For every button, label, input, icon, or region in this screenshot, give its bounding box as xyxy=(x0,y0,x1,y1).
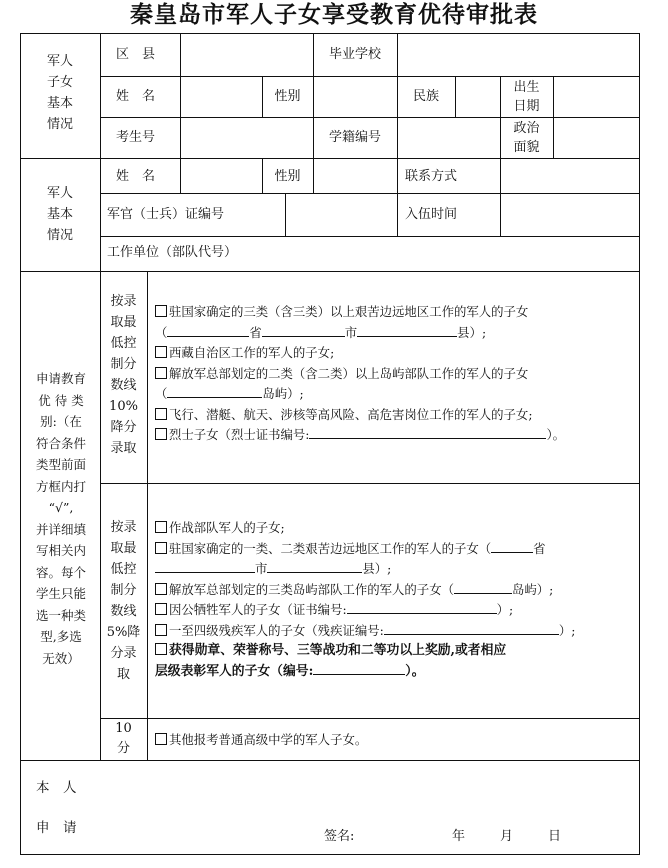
row-line xyxy=(100,483,640,484)
martyr-close: ）。 xyxy=(546,427,566,442)
county-blank[interactable] xyxy=(357,324,457,337)
option-duty-sacrifice: 因公牺牲军人的子女（证书编号: xyxy=(169,602,347,617)
checkbox-duty-sacrifice[interactable] xyxy=(155,603,167,615)
ethnicity-field[interactable] xyxy=(456,77,500,117)
category-10pts-items xyxy=(155,730,367,751)
child-section-heading: 军人 子女 基本 情况 xyxy=(46,54,73,132)
city-label: 市 xyxy=(255,561,268,576)
work-unit-field[interactable] xyxy=(270,237,639,271)
soldier-gender-field[interactable] xyxy=(314,159,397,193)
county-label: 县）; xyxy=(457,324,487,340)
political-status-field[interactable] xyxy=(554,118,639,158)
checkbox-martyr[interactable] xyxy=(155,428,167,440)
checkbox-tibet[interactable] xyxy=(155,346,167,358)
enlist-date-label: 入伍时间 xyxy=(405,207,458,222)
student-number-label: 学籍编号 xyxy=(328,130,381,145)
checkbox-island-2[interactable] xyxy=(155,367,167,379)
island-label: 岛屿）; xyxy=(511,581,554,597)
table-border-left xyxy=(20,33,21,855)
col-line xyxy=(397,158,398,236)
soldier-section-heading: 军人 基本 情况 xyxy=(46,186,73,243)
checkbox-remote-area-3[interactable] xyxy=(155,305,167,317)
province-blank[interactable] xyxy=(167,324,249,337)
category-5pct-items xyxy=(155,518,575,682)
island-blank[interactable] xyxy=(454,581,512,594)
political-status-label: 政治 面貌 xyxy=(513,121,540,155)
application-heading: 申请教育 优 待 类 别:（在 符合条件 类型前面 方框内打 “√”, 并详细填 写相关内 容。每个 学生只能 选一种类 型,多选 无效） xyxy=(35,371,86,666)
option-high-risk: 飞行、潜艇、航天、涉核等高风险、高危害岗位工作的军人的子女; xyxy=(169,406,533,422)
ethnicity-label: 民族 xyxy=(412,89,439,104)
honors-number-label: 层级表彰军人的子女（编号: xyxy=(155,663,314,679)
checkbox-honors[interactable] xyxy=(155,643,167,655)
option-island-2: 解放军总部划定的二类（含二类）以上岛屿部队工作的军人的子女 xyxy=(169,365,529,381)
city-blank[interactable] xyxy=(262,324,345,337)
work-unit-label: 工作单位（部队代号） xyxy=(107,245,238,260)
category-5pct-label: 按录 取最 低控 制分 数线 5%降 分录 取 xyxy=(106,520,141,682)
option-other: 其他报考普通高级中学的军人子女。 xyxy=(169,732,368,747)
checkbox-combat-unit[interactable] xyxy=(155,521,167,533)
paren-open: （ xyxy=(155,324,168,340)
province-blank[interactable] xyxy=(491,540,533,553)
disability-close: ）; xyxy=(558,622,576,638)
signature-label: 签名: xyxy=(324,829,355,844)
honors-number-blank[interactable] xyxy=(313,662,405,675)
province-label: 省 xyxy=(533,540,546,556)
martyr-cert-blank[interactable] xyxy=(309,426,546,439)
sacrifice-cert-blank[interactable] xyxy=(347,601,497,614)
child-name-field[interactable] xyxy=(181,77,261,117)
option-remote-area-1-2: 驻国家确定的一类、二类艰苦边远地区工作的军人的子女（ xyxy=(169,540,492,556)
child-name-label: 姓 名 xyxy=(116,89,156,104)
birth-date-field[interactable] xyxy=(554,77,639,117)
self-application-field[interactable] xyxy=(101,761,639,827)
option-disabled-soldier: 一至四级残疾军人的子女（残疾证编号: xyxy=(169,622,384,638)
city-label: 市 xyxy=(344,324,358,340)
option-combat-unit: 作战部队军人的子女; xyxy=(169,520,285,535)
category-10pct-items xyxy=(155,302,565,446)
birth-date-label: 出生 日期 xyxy=(513,80,540,114)
checkbox-high-risk[interactable] xyxy=(155,408,167,420)
table-border-bottom xyxy=(20,854,640,855)
district-label: 区 县 xyxy=(116,47,156,62)
honors-close: ）。 xyxy=(405,663,425,679)
row-line xyxy=(20,271,640,272)
row-line xyxy=(100,718,640,719)
self-label: 本 人 xyxy=(36,780,77,796)
form-title: 秦皇岛市军人子女享受教育优待审批表 xyxy=(130,2,538,28)
soldier-name-field[interactable] xyxy=(181,159,261,193)
checkbox-island-3[interactable] xyxy=(155,583,167,595)
student-number-field[interactable] xyxy=(398,118,500,158)
enlist-date-field[interactable] xyxy=(501,194,639,236)
year-label: 年 xyxy=(452,829,466,844)
contact-label: 联系方式 xyxy=(405,169,458,184)
county-blank[interactable] xyxy=(267,560,362,573)
paren-open: （ xyxy=(155,386,168,401)
option-martyr: 烈士子女（烈士证书编号: xyxy=(169,427,310,442)
child-gender-label: 性别 xyxy=(274,89,301,104)
district-field[interactable] xyxy=(181,34,312,76)
apply-label: 申 请 xyxy=(36,820,77,836)
option-remote-area-3: 驻国家确定的三类（含三类）以上艰苦边远地区工作的军人的子女 xyxy=(169,304,529,319)
option-island-3: 解放军总部划定的三类岛屿部队工作的军人的子女（ xyxy=(169,581,454,597)
contact-field[interactable] xyxy=(501,159,639,193)
exam-number-label: 考生号 xyxy=(116,130,156,145)
approval-form-table xyxy=(20,33,640,855)
col-line xyxy=(147,271,148,760)
child-gender-field[interactable] xyxy=(314,77,397,117)
checkbox-disabled-soldier[interactable] xyxy=(155,624,167,636)
checkbox-other[interactable] xyxy=(155,733,167,745)
option-honors: 获得勋章、荣誉称号、三等战功和二等功以上奖励,或者相应 xyxy=(169,643,507,658)
day-label: 日 xyxy=(548,829,562,844)
category-10pts-label: 10 分 xyxy=(115,721,132,756)
island-blank[interactable] xyxy=(167,385,262,398)
table-border-right xyxy=(639,33,640,855)
graduation-school-field[interactable] xyxy=(398,34,639,76)
soldier-name-label: 姓 名 xyxy=(116,169,156,184)
option-tibet: 西藏自治区工作的军人的子女; xyxy=(169,345,335,360)
province-label: 省 xyxy=(249,324,262,340)
county-label: 县）; xyxy=(362,561,392,576)
id-number-field[interactable] xyxy=(286,194,397,236)
month-label: 月 xyxy=(500,829,514,844)
exam-number-field[interactable] xyxy=(181,118,312,158)
sacrifice-close: ）; xyxy=(496,602,514,617)
id-number-label: 军官（士兵）证编号 xyxy=(107,207,225,222)
disability-cert-blank[interactable] xyxy=(384,622,559,635)
city-blank[interactable] xyxy=(155,560,255,573)
island-label: 岛屿）; xyxy=(262,386,304,401)
graduation-school-label: 毕业学校 xyxy=(328,47,381,62)
category-10pct-label: 按录 取最 低控 制分 数线 10% 降分 录取 xyxy=(109,294,138,456)
soldier-gender-label: 性别 xyxy=(274,169,301,184)
checkbox-remote-area-1-2[interactable] xyxy=(155,542,167,554)
